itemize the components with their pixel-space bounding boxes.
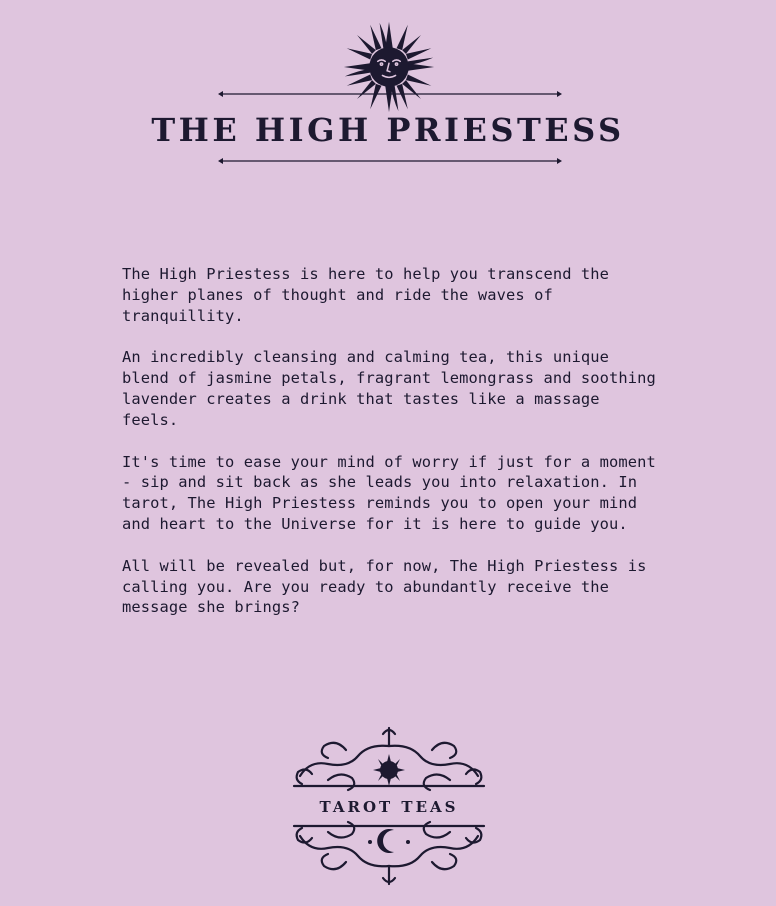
paragraph-intro: The High Priestess is here to help you transcend the higher planes of thought and ride the waves of tranquillity.: [122, 265, 610, 325]
paragraph-blend: An incredibly cleansing and calming tea, this unique blend of jasmine petals, fragrant lemongrass and soothing lavender creates a drink that tastes like a massage feels.: [122, 348, 656, 429]
page-title: THE HIGH PRIESTESS: [151, 111, 625, 149]
decorative-rule-top: [218, 88, 562, 100]
paragraph-tarot: It's time to ease your mind of worry if just for a moment - sip and sit back as she leads you into relaxation. In tarot, The High Priestess reminds you to open your mind and heart to the Universe for it is here to guide you.: [122, 452, 656, 533]
decorative-rule-bottom: [218, 155, 562, 167]
description: [122, 264, 662, 639]
paragraph-closing: All will be revealed but, for now, The High Priestess is calling you. Are you ready to abundantly receive the message she brings?: [122, 556, 647, 617]
brand-name: TAROT TEAS: [319, 798, 459, 816]
